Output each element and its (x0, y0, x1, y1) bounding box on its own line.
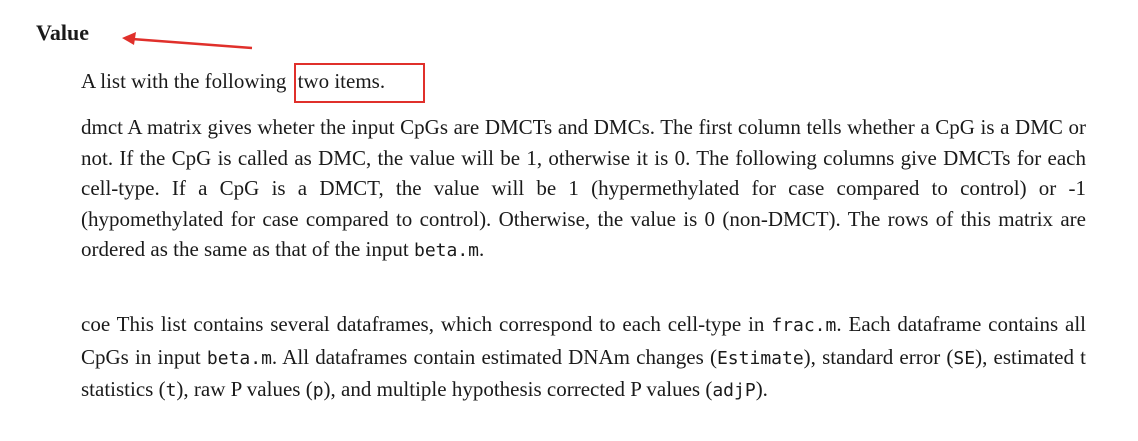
red-arrow-left-icon (118, 28, 258, 54)
coe-text-2: . Each dataframe contains all CpGs in input (81, 312, 1086, 369)
coe-text-1: coe This list contains several dataframes, which correspond to each cell-type in (81, 312, 772, 336)
coe-code-t: t (165, 380, 177, 401)
coe-code-frac: frac.m (771, 315, 837, 336)
section-heading: Value (36, 20, 89, 45)
intro-paragraph (81, 66, 1086, 97)
coe-text-3: . All dataframes contain estimated DNAm changes ( (271, 344, 717, 369)
dmct-text-1: dmct A matrix gives wheter the input CpGs are DMCTs and DMCs. The first column tells whether a CpG is a DMC or not. If the CpG is called as DMC, the value will be 1, otherwise it is 0. The following columns give DMCTs for each cell-type. If a CpG is a DMCT, the value will be 1 (hypermethylated for case compared to control) or -1 (hypomethylated for case compared to control). Otherwise, the value is 0 (non-DMCT). The rows of this matrix are ordered as the same as that of the input (81, 115, 1086, 261)
coe-code-adjp: adjP (712, 380, 756, 401)
highlight-box: two items. (294, 63, 426, 103)
coe-text-8: ). (755, 377, 768, 401)
coe-code-p: p (312, 380, 324, 401)
coe-text-5: ), estimated t statistics ( (81, 344, 1086, 401)
dmct-paragraph (81, 112, 1086, 267)
coe-paragraph (81, 309, 1086, 407)
coe-code-estimate: Estimate (716, 347, 804, 369)
coe-text-6: ), raw P values ( (176, 377, 313, 401)
dmct-code-beta: beta.m (413, 240, 480, 261)
coe-code-se: SE (953, 347, 976, 369)
intro-prefix: A list with the following (81, 69, 292, 93)
coe-code-beta: beta.m (206, 347, 272, 369)
dmct-text-2: . (479, 237, 485, 261)
coe-text-4: ), standard error ( (803, 344, 954, 369)
coe-text-7: ), and multiple hypothesis corrected P values ( (323, 377, 713, 401)
